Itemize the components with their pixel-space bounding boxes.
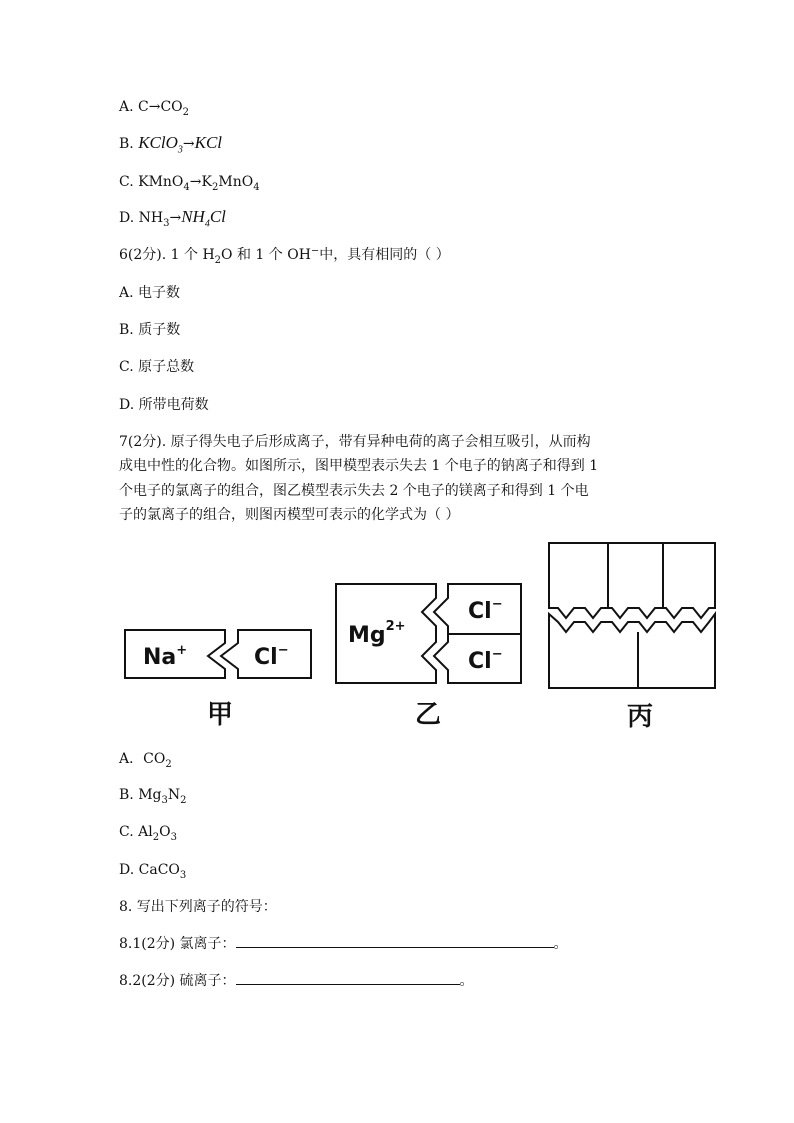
q5-option-b: B. KClO$_3$→KCl <box>119 133 223 156</box>
jia-cation-label: Na+ <box>143 643 188 670</box>
q6-option-d: D. 所带电荷数 <box>119 397 209 413</box>
yi-caption: 乙 <box>414 700 442 730</box>
q7-stem-line: 个电子的氯离子的组合，图乙模型表示失去 2 个电子的镁离子和得到 1 个电 <box>119 483 589 499</box>
q8-stem: 8. 写出下列离子的符号： <box>119 899 277 915</box>
q6-option-c: C. 原子总数 <box>119 359 195 375</box>
bing-bottom-block <box>549 614 715 688</box>
bing-model <box>549 543 715 688</box>
bing-caption: 丙 <box>626 702 654 732</box>
yi-anion-label-bottom: Cl− <box>468 647 503 674</box>
jia-caption: 甲 <box>206 700 234 730</box>
q6-stem: 6(2分). 1 个 $H_2O$ 和 1 个 OH−中，具有相同的（ ） <box>119 245 450 266</box>
q6-option-b: B. 质子数 <box>119 322 181 338</box>
q5-option-d: D. $NH_3\to NH_4Cl$ <box>119 207 226 230</box>
yi-cation-label: $Mg^{2+}$ <box>348 619 406 648</box>
q7-stem-line: 7(2分). 原子得失电子后形成离子，带有异种电荷的离子会相互吸引，从而构 <box>119 434 591 450</box>
q7-option-a: A．$CO_2$ <box>119 751 172 770</box>
q8-part-2: 8.2(2分) 硫离子： 。 <box>119 970 474 991</box>
q5-option-c: C. $KMnO_4\to K_2MnO_4$ <box>119 174 260 193</box>
q7-stem-line: 成电中性的化合物。如图所示，图甲模型表示失去 1 个电子的钠离子和得到 1 <box>119 458 599 474</box>
q6-option-a: A. 电子数 <box>119 285 181 301</box>
q5-option-a: A. $C\to CO_2$ <box>119 99 190 118</box>
q8-part-1: 8.1(2分) 氯离子： 。 <box>119 933 568 954</box>
bing-top-block <box>549 543 715 618</box>
ion-model-figure <box>118 538 723 733</box>
jia-anion-label: Cl− <box>254 643 289 670</box>
q7-option-b: B. $Mg_3N_2$ <box>119 787 187 806</box>
q7-option-c: C. $Al_2O_3$ <box>119 824 177 843</box>
answer-blank-chloride-ion[interactable] <box>236 933 554 948</box>
yi-anion-label-top: Cl− <box>468 597 503 624</box>
q7-stem-line: 子的氯离子的组合，则图丙模型可表示的化学式为（ ） <box>119 507 460 523</box>
answer-blank-sulfide-ion[interactable] <box>236 970 460 985</box>
q7-option-d: D. CaCO$_3$ <box>119 862 187 881</box>
